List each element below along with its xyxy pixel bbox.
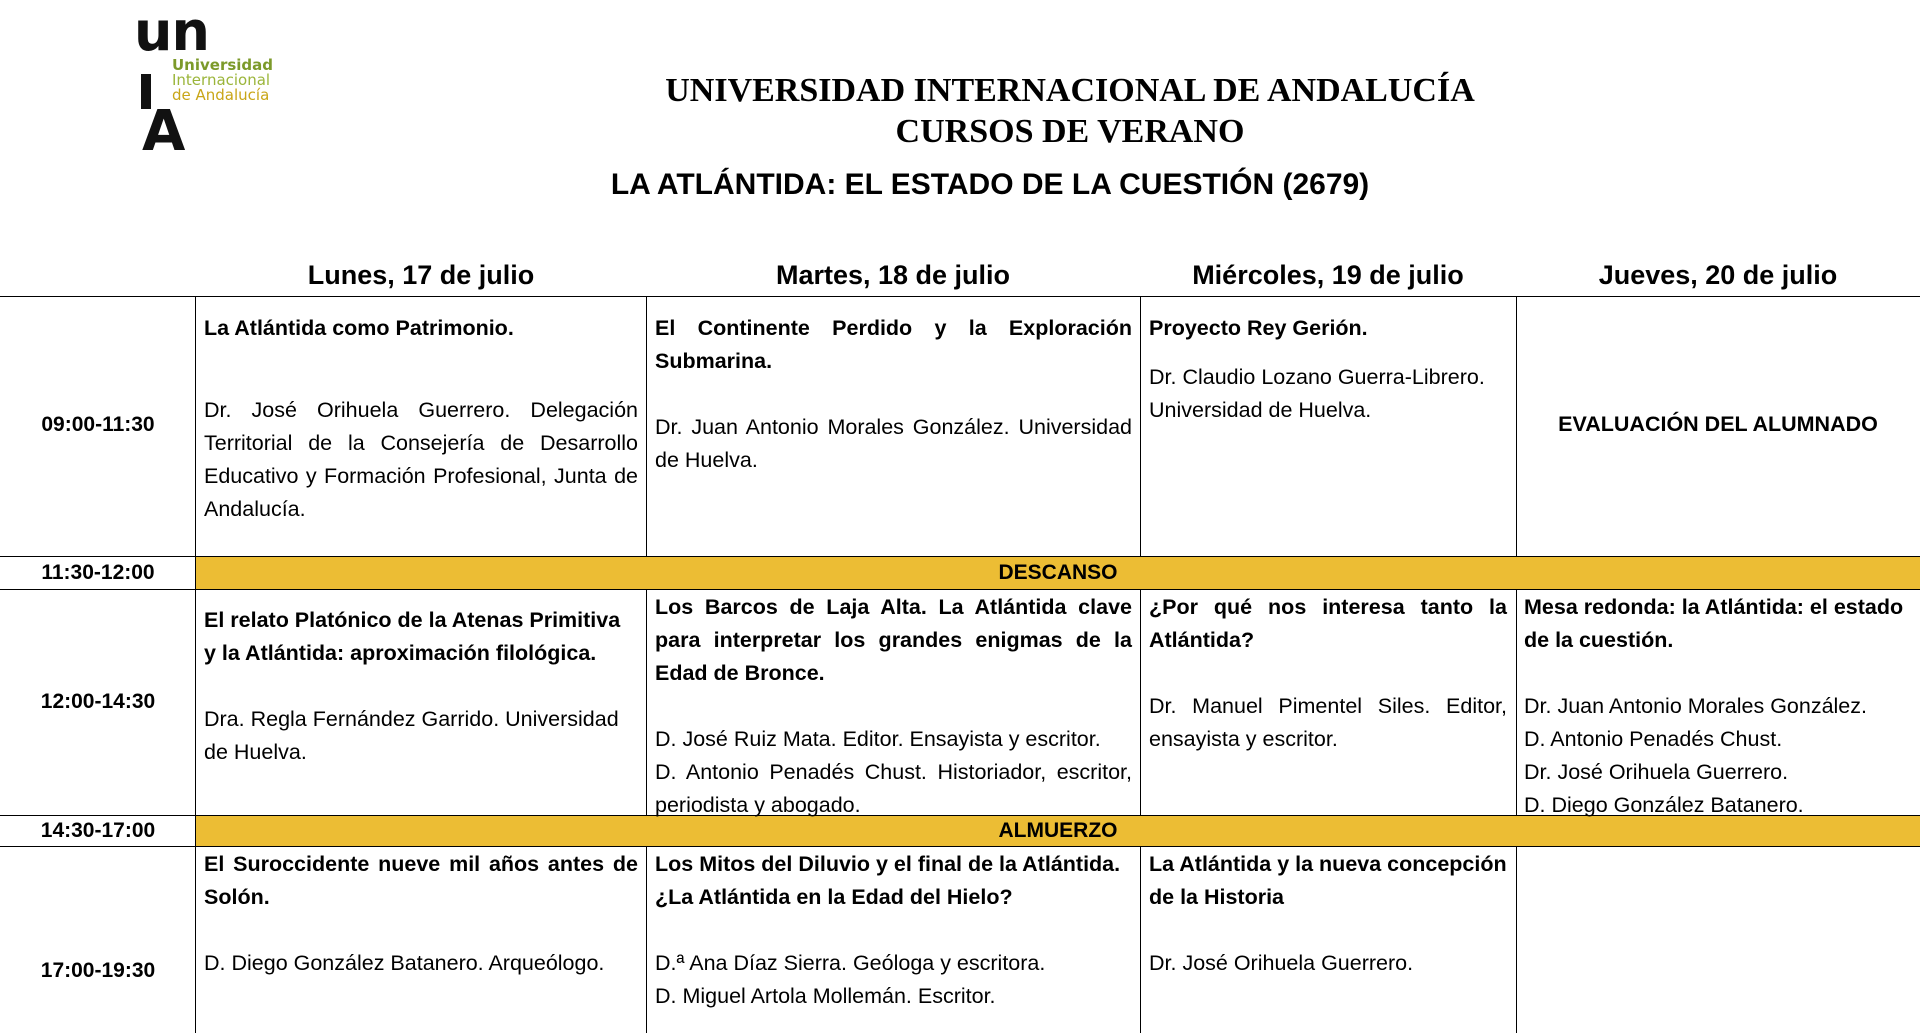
evaluation-label: EVALUACIÓN DEL ALUMNADO (1558, 412, 1878, 436)
session-title: El Continente Perdido y la Exploración Submarina. (655, 316, 1132, 373)
session-speaker: Dr. José Orihuela Guerrero. Delegación Territorial de la Consejería de Desarrollo Educativo y Formación Profesional, Junta de Andalucía. (204, 398, 638, 521)
time-slot-2: 12:00-14:30 (40, 690, 156, 713)
session-speaker: D. Antonio Penadés Chust. Historiador, escritor, periodista y abogado. (655, 760, 1132, 817)
logo-line-1: Universidad (172, 56, 274, 74)
day-header-monday: Lunes, 17 de julio (307, 260, 535, 290)
table-border (0, 846, 1920, 847)
session-wed-2 (1149, 591, 1507, 756)
courses-title: CURSOS DE VERANO (895, 113, 1245, 150)
logo-un: un (134, 0, 209, 63)
session-title: La Atlántida como Patrimonio. (204, 316, 514, 340)
university-title: UNIVERSIDAD INTERNACIONAL DE ANDALUCÍA (665, 72, 1475, 109)
session-title: Los Mitos del Diluvio y el final de la Atlántida. ¿La Atlántida en la Edad del Hielo? (655, 852, 1121, 909)
time-slot-1: 09:00-11:30 (41, 413, 155, 436)
logo-a: A (142, 99, 186, 164)
session-speaker: D. José Ruiz Mata. Editor. Ensayista y escritor. (655, 727, 1101, 751)
table-border (1140, 589, 1141, 815)
table-border (1516, 846, 1517, 1033)
session-speaker: D. Diego González Batanero. Arqueólogo. (204, 951, 605, 975)
session-speaker: D. Miguel Artola Mollemán. Escritor. (655, 984, 996, 1008)
panel-speaker: D. Antonio Penadés Chust. (1524, 727, 1783, 751)
table-border (1516, 589, 1517, 815)
session-title: La Atlántida y la nueva concepción de la Historia (1149, 852, 1507, 909)
session-wed-1 (1149, 312, 1507, 427)
schedule-table (0, 296, 1920, 1033)
panel-speaker: Dr. José Orihuela Guerrero. (1524, 760, 1789, 784)
session-title: Proyecto Rey Gerión. (1149, 316, 1368, 340)
session-tue-1 (655, 312, 1132, 477)
time-slot-lunch: 14:30-17:00 (40, 819, 156, 842)
session-tue-3 (655, 848, 1132, 1013)
session-title: Los Barcos de Laja Alta. La Atlántida clave para interpretar los grandes enigmas de la Edad de Bronce. (655, 595, 1132, 685)
table-border (0, 296, 1920, 297)
session-title: El Suroccidente nueve mil años antes de Solón. (204, 852, 638, 909)
session-title: Mesa redonda: la Atlántida: el estado de la cuestión. (1524, 595, 1904, 652)
session-mon-2 (204, 604, 638, 769)
logo-line-3: de Andalucía (172, 86, 270, 104)
time-slot-3: 17:00-19:30 (40, 959, 156, 982)
table-border (646, 589, 647, 815)
almuerzo-band: ALMUERZO (196, 816, 1920, 846)
session-title: ¿Por qué nos interesa tanto la Atlántida? (1149, 595, 1507, 652)
session-speaker: Dr. Claudio Lozano Guerra-Librero. Universidad de Huelva. (1149, 365, 1485, 422)
table-border (646, 846, 647, 1033)
table-border (0, 589, 1920, 590)
session-tue-2 (655, 591, 1132, 822)
table-border (0, 556, 1920, 557)
course-title: LA ATLÁNTIDA: EL ESTADO DE LA CUESTIÓN (2679) (610, 168, 1370, 201)
session-title: El relato Platónico de la Atenas Primitiva y la Atlántida: aproximación filológica. (204, 608, 621, 665)
panel-speaker: Dr. Juan Antonio Morales González. (1524, 694, 1867, 718)
panel-speaker: D. Diego González Batanero. (1524, 793, 1804, 817)
session-mon-3 (204, 848, 638, 980)
table-border (646, 296, 647, 556)
time-slot-break: 11:30-12:00 (41, 561, 155, 584)
session-speaker: D.ª Ana Díaz Sierra. Geóloga y escritora. (655, 951, 1046, 975)
session-wed-3 (1149, 848, 1507, 980)
session-speaker: Dra. Regla Fernández Garrido. Universidad de Huelva. (204, 707, 619, 764)
session-speaker: Dr. Juan Antonio Morales González. Universidad de Huelva. (655, 415, 1132, 472)
session-speaker: Dr. José Orihuela Guerrero. (1149, 951, 1414, 975)
table-border (195, 296, 196, 1033)
session-mon-1 (204, 312, 638, 526)
descanso-band: DESCANSO (196, 557, 1920, 589)
table-border (1140, 846, 1141, 1033)
day-header-thursday: Jueves, 20 de julio (1598, 260, 1838, 290)
day-header-tuesday: Martes, 18 de julio (775, 260, 1011, 290)
logo-line-2: Internacional (172, 71, 271, 89)
session-speaker: Dr. Manuel Pimentel Siles. Editor, ensayista y escritor. (1149, 694, 1507, 751)
session-thu-2 (1524, 591, 1920, 822)
table-border (1140, 296, 1141, 556)
day-header-wednesday: Miércoles, 19 de julio (1192, 260, 1464, 290)
